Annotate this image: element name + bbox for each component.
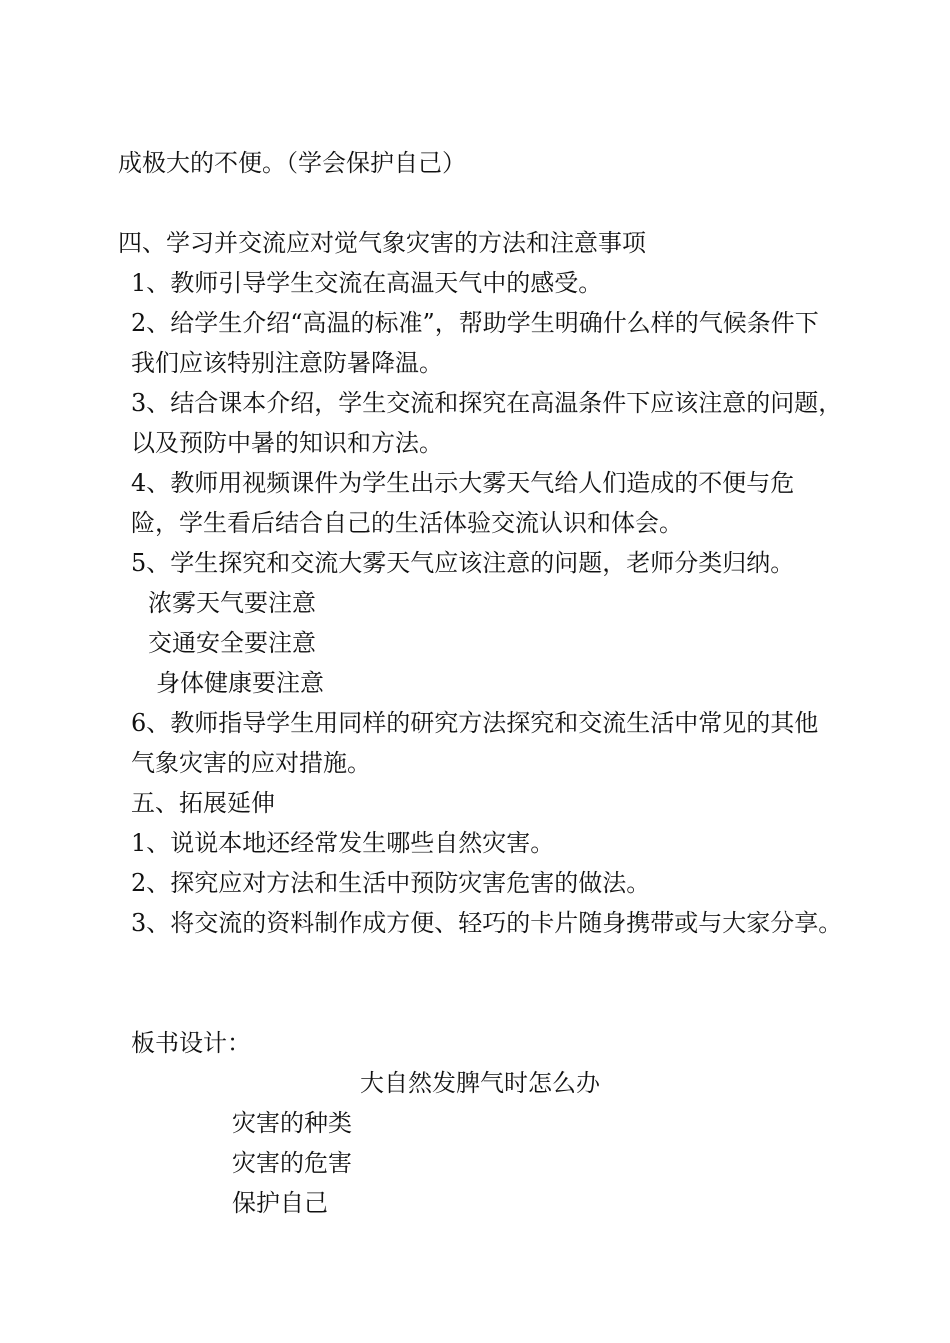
text-line: 2、探究应对方法和生活中预防灾害危害的做法。 <box>131 869 651 897</box>
text-line: 3、结合课本介绍，学生交流和探究在高温条件下应该注意的问题， <box>131 389 843 417</box>
text-line: 交通安全要注意 <box>148 629 316 657</box>
text-line: 浓雾天气要注意 <box>148 589 316 617</box>
board-item: 保护自己 <box>232 1189 328 1217</box>
board-item: 灾害的危害 <box>232 1149 352 1177</box>
section-heading: 四、学习并交流应对觉气象灾害的方法和注意事项 <box>118 229 646 257</box>
text-line: 身体健康要注意 <box>156 669 324 697</box>
text-line: 2、给学生介绍“高温的标准”，帮助学生明确什么样的气候条件下 <box>131 309 819 337</box>
text-line: 6、教师指导学生用同样的研究方法探究和交流生活中常见的其他 <box>131 709 819 737</box>
board-item: 灾害的种类 <box>232 1109 352 1137</box>
text-line: 气象灾害的应对措施。 <box>131 749 371 777</box>
text-line: 我们应该特别注意防暑降温。 <box>131 349 443 377</box>
section-heading: 五、拓展延伸 <box>131 789 275 817</box>
board-label: 板书设计： <box>131 1029 251 1057</box>
text-line: 1、教师引导学生交流在高温天气中的感受。 <box>131 269 603 297</box>
text-line: 险，学生看后结合自己的生活体验交流认识和体会。 <box>131 509 683 537</box>
text-line: 3、将交流的资料制作成方便、轻巧的卡片随身携带或与大家分享。 <box>131 909 843 937</box>
text-line: 以及预防中暑的知识和方法。 <box>131 429 443 457</box>
text-line: 5、学生探究和交流大雾天气应该注意的问题，老师分类归纳。 <box>131 549 795 577</box>
text-line: 1、说说本地还经常发生哪些自然灾害。 <box>131 829 555 857</box>
board-title: 大自然发脾气时怎么办 <box>360 1069 600 1097</box>
text-line: 成极大的不便。（学会保护自己） <box>118 149 466 177</box>
text-line: 4、教师用视频课件为学生出示大雾天气给人们造成的不便与危 <box>131 469 795 497</box>
